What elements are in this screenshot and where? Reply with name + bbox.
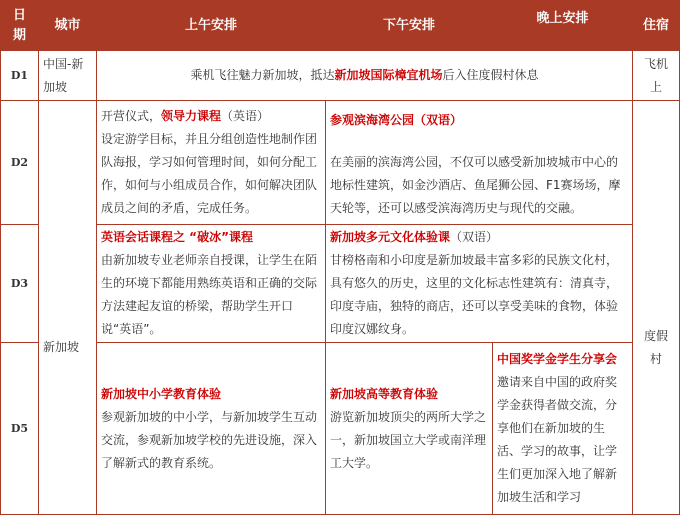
city-singapore: 新加坡 bbox=[39, 101, 97, 515]
row-d5 bbox=[1, 343, 680, 515]
d2-morning-prefix: 开营仪式， bbox=[101, 109, 162, 123]
header-row bbox=[1, 1, 680, 51]
header-morning: 上午安排 bbox=[97, 1, 326, 51]
lodging-resort bbox=[633, 101, 680, 515]
city-d1: 中国-新加坡 bbox=[39, 51, 97, 101]
header-day-label: 日期 bbox=[12, 7, 26, 43]
d2-afternoon bbox=[326, 101, 633, 225]
d3-morning-title: 英语会话课程之 “破冰”课程 bbox=[101, 230, 253, 244]
d1-airport: 新加坡国际樟宜机场 bbox=[334, 68, 443, 82]
d3-afternoon bbox=[326, 225, 633, 343]
day-d1: D1 bbox=[1, 51, 39, 101]
row-d1 bbox=[1, 51, 680, 101]
d3-afternoon-title: 新加坡多元文化体验课 bbox=[330, 230, 451, 244]
lodging-d1-label: 飞机上 bbox=[643, 56, 668, 94]
header-day bbox=[1, 1, 39, 51]
header-lodging: 住宿 bbox=[633, 1, 680, 51]
header-evening: 晚上安排 bbox=[493, 1, 633, 51]
d1-text-after: 后入住度假村休息 bbox=[442, 68, 539, 82]
d5-afternoon-body: 游览新加坡顶尖的两所大学之一，新加坡国立大学或南洋理工大学。 bbox=[330, 409, 487, 470]
d2-leadership-course: 领导力课程 bbox=[161, 109, 222, 123]
d5-evening bbox=[493, 343, 633, 515]
row-d3 bbox=[1, 225, 680, 343]
d2-morning bbox=[97, 101, 326, 225]
day-d3: D3 bbox=[1, 225, 39, 343]
d5-evening-title: 中国奖学金学生分享会 bbox=[497, 352, 618, 366]
d3-morning-body: 由新加坡专业老师亲自授课，让学生在陌生的环境下都能用熟练英语和正确的交际方法建起友谊的桥梁，帮助学生开口说“英语”。 bbox=[101, 253, 318, 336]
d5-evening-body: 邀请来自中国的政府奖学金获得者做交流，分享他们在新加坡的生活、学习的故事，让学生们更加深入地了解新加坡生活和学习 bbox=[497, 375, 618, 504]
row-d2 bbox=[1, 101, 680, 225]
d5-afternoon bbox=[326, 343, 493, 515]
d5-afternoon-title: 新加坡高等教育体验 bbox=[330, 386, 439, 401]
d3-afternoon-body: 甘榜格南和小印度是新加坡最丰富多彩的民族文化村，具有悠久的历史，这里的文化标志性建筑有：清真寺，印度寺庙，独特的商店，还可以享受美味的食物，体验印度汉娜纹身。 bbox=[330, 253, 619, 336]
d2-morning-suffix: （英语） bbox=[221, 109, 270, 123]
d2-morning-heading bbox=[101, 105, 321, 128]
d2-morning-body: 设定游学目标，并且分组创造性地制作团队海报，学习如何管理时间，如何分配工作，如何与小组成员合作，如何解决团队成员之间的矛盾，完成任务。 bbox=[101, 132, 318, 215]
d1-activity bbox=[97, 51, 633, 101]
d3-afternoon-suffix: （双语） bbox=[450, 230, 499, 244]
day-d2: D2 bbox=[1, 101, 39, 225]
d2-afternoon-title: 参观滨海湾公园（双语） bbox=[330, 113, 463, 127]
header-afternoon: 下午安排 bbox=[326, 1, 493, 51]
d5-morning-body: 参观新加坡的中小学，与新加坡学生互动交流，参观新加坡学校的先进设施，深入了解新式的教育系统。 bbox=[101, 409, 318, 470]
header-city: 城市 bbox=[39, 1, 97, 51]
d1-text-before: 乘机飞往魅力新加坡，抵达 bbox=[190, 68, 335, 82]
d2-afternoon-body: 在美丽的滨海湾公园，不仅可以感受新加坡城市中心的地标性建筑，如金沙酒店、鱼尾狮公园、F1赛场场，摩天轮等，还可以感受滨海湾历史与现代的交融。 bbox=[330, 155, 621, 215]
d5-morning-title: 新加坡中小学教育体验 bbox=[101, 386, 222, 401]
lodging-resort-label: 度假村 bbox=[643, 328, 668, 366]
d3-morning bbox=[97, 225, 326, 343]
day-d5: D5 bbox=[1, 343, 39, 515]
d3-afternoon-heading bbox=[330, 226, 628, 249]
d5-morning bbox=[97, 343, 326, 515]
lodging-d1 bbox=[633, 51, 680, 101]
